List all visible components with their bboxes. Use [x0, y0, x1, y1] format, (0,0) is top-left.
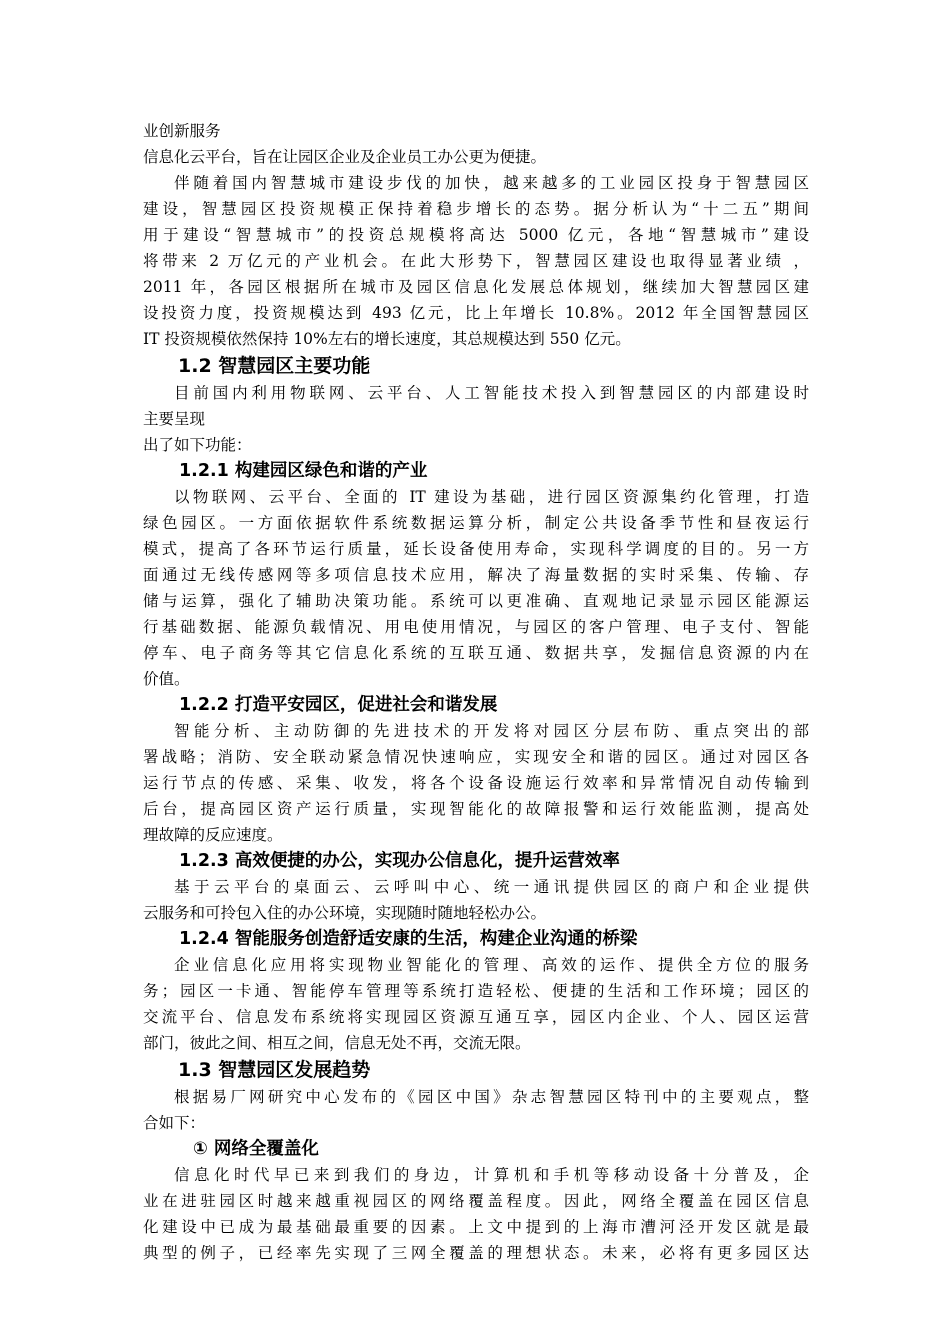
paragraph-investment-growth [143, 170, 809, 352]
text-line: 信息化时代早已来到我们的身边，计算机和手机等移动设备十分普及，企 [174, 1166, 809, 1184]
text-line: 2011 年，各园区根据所在城市及园区信息化发展总体规划，继续加大智慧园区建 [143, 278, 809, 296]
text-line: 用于建设“智慧城市”的投资总规模将高达 5000 亿元，各地“智慧城市”建设 [143, 226, 809, 244]
text-line: 企业信息化应用将实现物业智能化的管理、高效的运作、提供全方位的服务 [174, 956, 809, 974]
text-line: 出了如下功能： [143, 436, 252, 454]
text-line: 智能分析、主动防御的先进技术的开发将对园区分层布防、重点突出的部 [174, 722, 809, 740]
text-line: 面通过无线传感网等多项信息技术应用，解决了海量数据的实时采集、传输、存 [143, 566, 809, 584]
text-line: 后台，提高园区资产运行质量，实现智能化的故障报警和运行效能监测，提高处 [143, 800, 809, 818]
paragraph-1-2-3 [143, 874, 809, 926]
text-line: 业创新服务 [143, 122, 221, 140]
text-line: 目前国内利用物联网、云平台、人工智能技术投入到智慧园区的内部建设时 [174, 384, 809, 402]
paragraph-1-3 [143, 1084, 809, 1136]
heading-1-2-1: 1.2.1 构建园区绿色和谐的产业 [179, 461, 428, 481]
text-line: 绿色园区。一方面依据软件系统数据运算分析，制定公共设备季节性和昼夜运行 [143, 514, 809, 532]
heading-1-3: 1.3 智慧园区发展趋势 [178, 1059, 371, 1081]
heading-1-2-2: 1.2.2 打造平安园区，促进社会和谐发展 [179, 695, 498, 715]
text-line: 理故障的反应速度。 [143, 826, 283, 844]
text-line: 将带来 2 万亿元的产业机会。在此大形势下，智慧园区建设也取得显著业绩 ， [143, 252, 809, 270]
text-line: 根据易厂网研究中心发布的《园区中国》杂志智慧园区特刊中的主要观点，整 [174, 1088, 809, 1106]
paragraph-item-1 [143, 1162, 809, 1266]
text-line: 行基础数据、能源负载情况、用电使用情况，与园区的客户管理、电子支付、智能 [143, 618, 809, 636]
text-line: 基于云平台的桌面云、云呼叫中心、统一通讯提供园区的商户和企业提供 [174, 878, 809, 896]
text-line: 交流平台、信息发布系统将实现园区资源互通互享，园区内企业、个人、园区运营 [143, 1008, 809, 1026]
text-line: 部门，彼此之间、相互之间，信息无处不再，交流无限。 [143, 1034, 531, 1052]
text-line: 务；园区一卡通、智能停车管理等系统打造轻松、便捷的生活和工作环境；园区的 [143, 982, 809, 1000]
text-line: 典型的例子，已经率先实现了三网全覆盖的理想状态。未来，必将有更多园区达 [143, 1244, 809, 1262]
text-line: 设投资力度，投资规模达到 493 亿元，比上年增长 10.8%。2012 年全国智慧园区 [143, 304, 809, 322]
paragraph-1-2-4 [143, 952, 809, 1056]
text-line: 储与运算，强化了辅助决策功能。系统可以更准确、直观地记录显示园区能源运 [143, 592, 809, 610]
text-line: 伴随着国内智慧城市建设步伐的加快，越来越多的工业园区投身于智慧园区 [174, 174, 809, 192]
text-line: 价值。 [143, 670, 190, 688]
text-line: 化建设中已成为最基础最重要的因素。上文中提到的上海市漕河泾开发区就是最 [143, 1218, 809, 1236]
text-line: 以物联网、云平台、全面的 IT 建设为基础，进行园区资源集约化管理，打造 [174, 488, 809, 506]
text-line: 合如下： [143, 1114, 206, 1132]
text-line: 云服务和可拎包入住的办公环境，实现随时随地轻松办公。 [143, 904, 547, 922]
text-line: 建设，智慧园区投资规模正保持着稳步增长的态势。据分析认为“十二五”期间 [143, 200, 809, 218]
paragraph-1-2-2 [143, 718, 809, 848]
text-line: 主要呈现 [143, 410, 206, 428]
text-line: IT 投资规模依然保持 10%左右的增长速度，其总规模达到 550 亿元。 [143, 330, 631, 348]
heading-1-2-4: 1.2.4 智能服务创造舒适安康的生活，构建企业沟通的桥梁 [179, 929, 638, 949]
text-line: 运行节点的传感、采集、收发，将各个设备设施运行效率和异常情况自动传输到 [143, 774, 809, 792]
text-line: 业在进驻园区时越来越重视园区的网络覆盖程度。因此，网络全覆盖在园区信息 [143, 1192, 809, 1210]
text-line: 信息化云平台，旨在让园区企业及企业员工办公更为便捷。 [143, 148, 547, 166]
heading-item-1: ① 网络全覆盖化 [193, 1139, 319, 1159]
document-page [143, 118, 809, 1266]
text-line: 模式，提高了各环节运行质量，延长设备使用寿命，实现科学调度的目的。另一方 [143, 540, 809, 558]
text-line: 停车、电子商务等其它信息化系统的互联互通、数据共享，发掘信息资源的内在 [143, 644, 809, 662]
paragraph-1-2 [143, 380, 809, 458]
text-line: 署战略；消防、安全联动紧急情况快速响应，实现安全和谐的园区。通过对园区各 [143, 748, 809, 766]
paragraph-1-2-1 [143, 484, 809, 692]
heading-1-2: 1.2 智慧园区主要功能 [178, 355, 371, 377]
heading-1-2-3: 1.2.3 高效便捷的办公，实现办公信息化，提升运营效率 [179, 851, 620, 871]
